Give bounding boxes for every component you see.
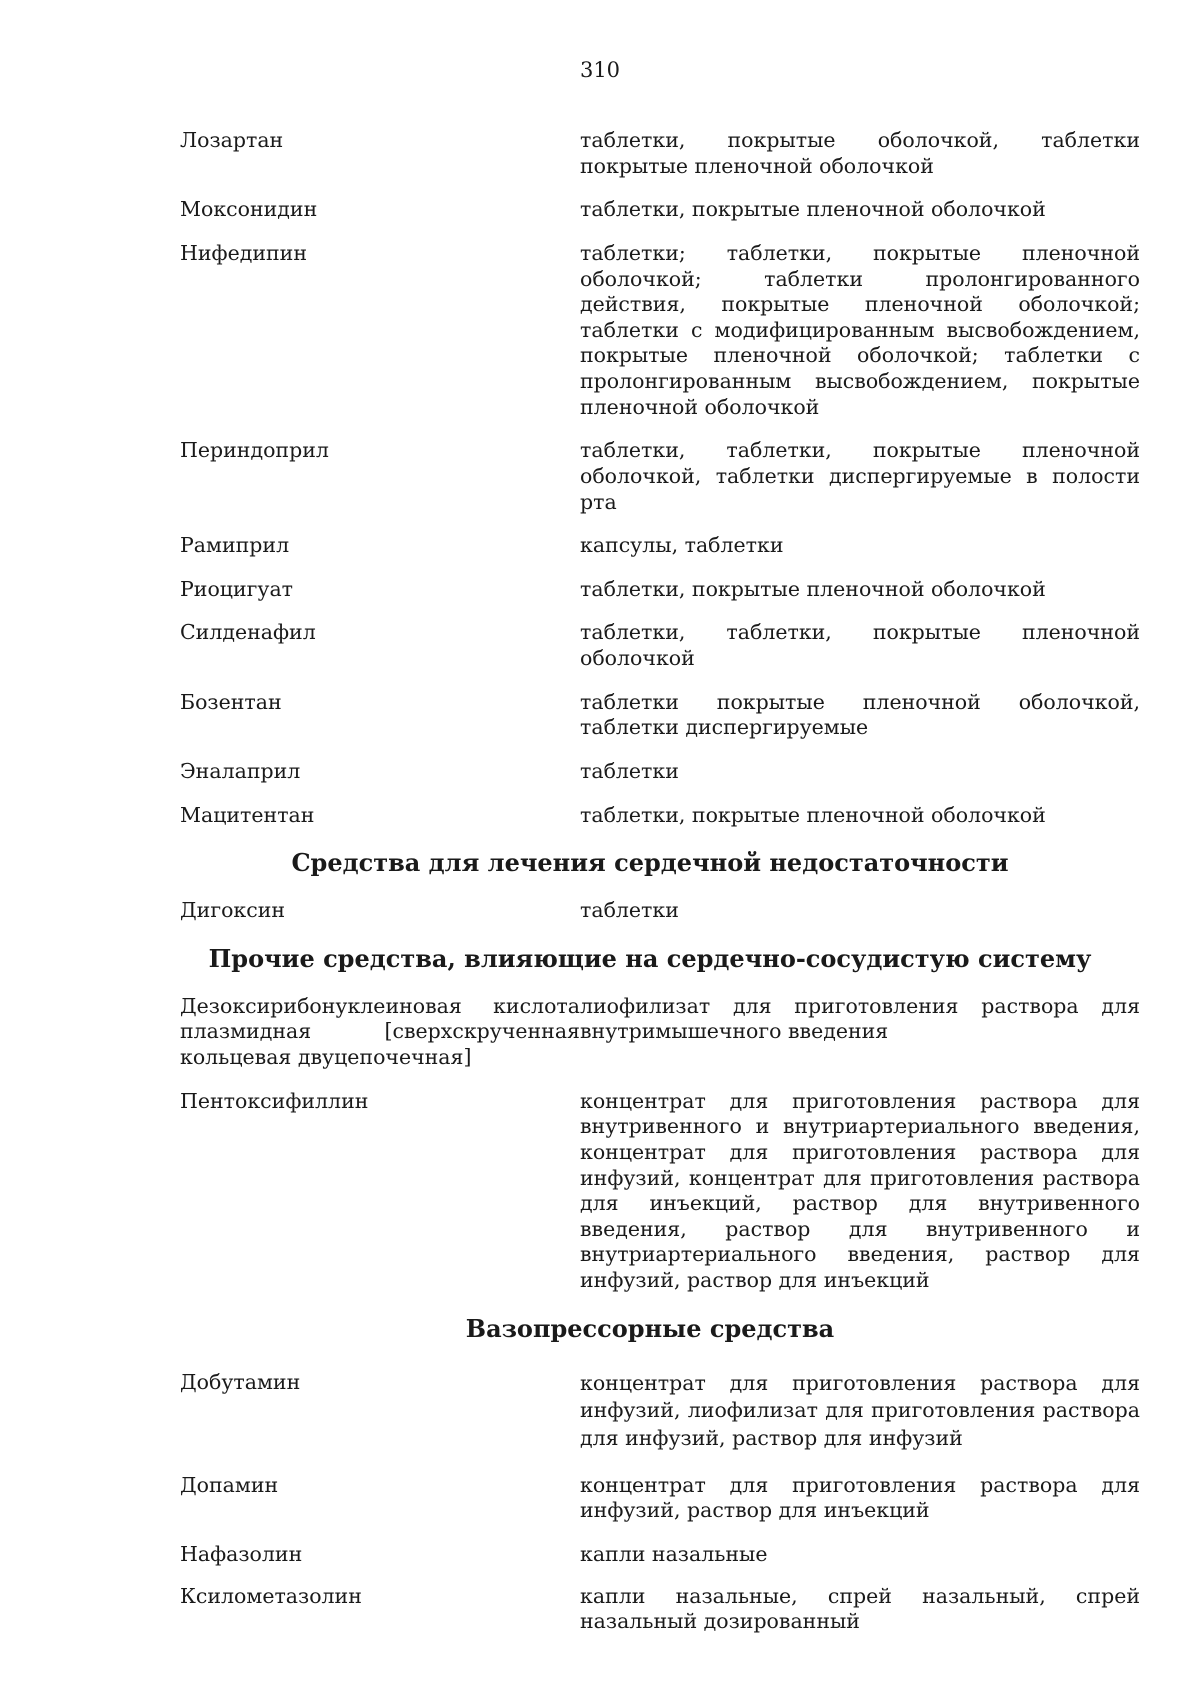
drug-name: Риоцигуат xyxy=(180,576,294,601)
drug-name: Лозартан xyxy=(180,128,284,152)
drug-name: Моксонидин xyxy=(180,197,318,222)
section-heading: Прочие средства, влияющие на сердечно-сосудистую систему xyxy=(208,943,1092,973)
drug-form: лиофилизат для приготовления раствора для внутримышечного введения xyxy=(580,993,1140,1044)
drug-form: таблетки, покрытые пленочной оболочкой xyxy=(580,802,1046,827)
page-number: 310 xyxy=(579,58,621,82)
drug-form: таблетки, таблетки, покрытые пленочной оболочкой xyxy=(580,620,1140,670)
drug-form: капсулы, таблетки xyxy=(580,533,784,558)
drug-name: Ксилометазолин xyxy=(180,1583,362,1608)
drug-form: таблетки; таблетки, покрытые пленочной оболочкой; таблетки пролонгированного действия, покрытые пленочной оболочкой; таблетки с модифицированным высвобождением, покрытые пленочной оболочкой; таблетки с пролонгированным высвобождением, покрытые пленочной оболочкой xyxy=(580,240,1140,419)
drug-form: концентрат для приготовления раствора для внутривенного и внутриартериального введения, концентрат для приготовления раствора для инфузий, концентрат для приготовления раствора для инъекций, раствор для внутривенного введения, раствор для внутривенного и внутриартериального введения, раствор для инфузий, раствор для инъекций xyxy=(580,1088,1140,1292)
drug-form: таблетки покрытые пленочной оболочкой, таблетки диспергируемые xyxy=(580,689,1140,740)
drug-row xyxy=(180,197,1140,223)
drug-row xyxy=(180,1370,1140,1453)
drug-name: Нифедипин xyxy=(180,240,307,265)
drug-row xyxy=(180,994,1140,1071)
drug-row xyxy=(180,898,1140,924)
drug-name: Рамиприл xyxy=(180,533,290,558)
drug-name: Дезоксирибонуклеиновая кислота плазмидная [сверхскрученная кольцевая двуцепочечная] xyxy=(180,993,580,1069)
drug-name: Пентоксифиллин xyxy=(180,1088,369,1113)
drug-name: Нафазолин xyxy=(180,1541,303,1566)
drug-form: таблетки xyxy=(580,898,679,923)
drug-row xyxy=(180,533,1140,559)
section-heading: Вазопрессорные средства xyxy=(465,1313,835,1343)
drug-name: Дигоксин xyxy=(180,898,286,923)
drug-row xyxy=(180,128,1140,179)
drug-name: Допамин xyxy=(180,1472,279,1497)
drug-name: Периндоприл xyxy=(180,438,329,463)
drug-row xyxy=(180,438,1140,515)
section-heading: Средства для лечения сердечной недостаточности xyxy=(291,848,1009,878)
drug-row xyxy=(180,1089,1140,1294)
drug-form: таблетки, таблетки, покрытые пленочной оболочкой, таблетки диспергируемые в полости рта xyxy=(580,438,1140,514)
drug-row xyxy=(180,1473,1140,1524)
drug-row xyxy=(180,241,1140,420)
drug-row xyxy=(180,1542,1140,1568)
drug-form: таблетки, покрытые пленочной оболочкой xyxy=(580,576,1046,601)
drug-name: Силденафил xyxy=(180,620,316,645)
drug-form: таблетки xyxy=(580,758,679,783)
drug-name: Мацитентан xyxy=(180,802,315,827)
drug-name: Эналаприл xyxy=(180,758,301,783)
drug-row xyxy=(180,1584,1140,1635)
drug-form: капли назальные, спрей назальный, спрей назальный дозированный xyxy=(580,1583,1140,1634)
drug-row xyxy=(180,690,1140,741)
drug-form: капли назальные xyxy=(580,1541,768,1566)
drug-form: таблетки, покрытые пленочной оболочкой xyxy=(580,197,1046,222)
drug-form: таблетки, покрытые оболочкой, таблетки покрытые пленочной оболочкой xyxy=(580,128,1140,178)
drug-form: концентрат для приготовления раствора для инфузий, лиофилизат для приготовления раствора для инфузий, раствор для инфузий xyxy=(580,1370,1140,1450)
drug-row xyxy=(180,620,1140,671)
drug-name: Добутамин xyxy=(180,1369,301,1394)
drug-form: концентрат для приготовления раствора для инфузий, раствор для инъекций xyxy=(580,1472,1140,1523)
drug-row xyxy=(180,803,1140,829)
drug-list xyxy=(180,128,1140,1635)
drug-row xyxy=(180,577,1140,603)
drug-row xyxy=(180,759,1140,785)
drug-name: Бозентан xyxy=(180,689,282,714)
